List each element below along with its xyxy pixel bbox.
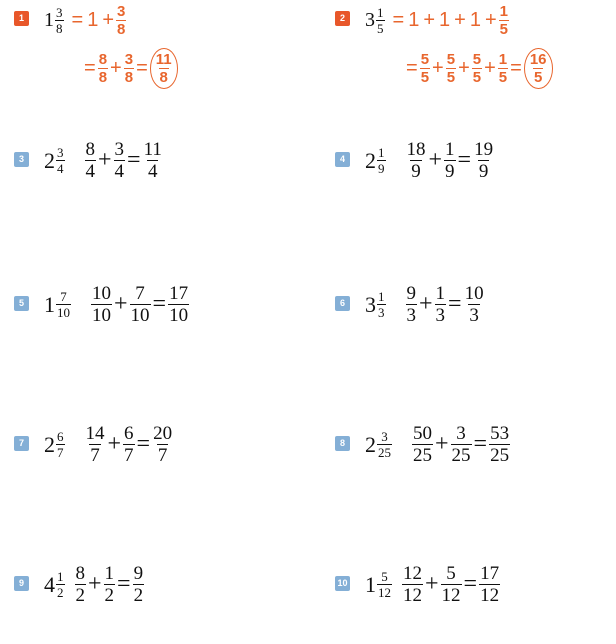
problem-number-badge: 10 [335, 576, 350, 591]
mixed-number: 2 $\frac{1}{9}$ [365, 145, 385, 176]
fraction: $\frac{12}{12}$ [403, 563, 422, 606]
fraction: $\frac{18}{9}$ [406, 139, 426, 182]
mixed-number: 4 $\frac{1}{2}$ [44, 569, 64, 600]
mixed-number: 2 $\frac{3}{25}$ [365, 429, 391, 460]
fraction: $\frac{5}{12}$ [378, 569, 391, 600]
fraction: $\frac{10}{10}$ [92, 283, 111, 326]
fraction: $\frac{50}{25}$ [413, 423, 432, 466]
fraction: $\frac{53}{25}$ [490, 423, 510, 466]
answer-expression: $\frac{8}{2}$ + $\frac{1}{2}$ = $\frac{9}{2}$ [75, 563, 144, 606]
fraction: $\frac{20}{7}$ [153, 423, 173, 466]
fraction: $\frac{1}{9}$ [445, 139, 455, 182]
problem-number-badge: 3 [14, 152, 29, 167]
fraction: $\frac{1}{3}$ [435, 283, 446, 326]
fraction: $\frac{3}{25}$ [451, 423, 471, 466]
fraction: $\frac{19}{9}$ [474, 139, 494, 182]
fraction: $\frac{11}{4}$ [143, 139, 162, 182]
solution-line-2: = $\frac{8}{8}$ + $\frac{3}{8}$ = $\frac{11}{8}$ [82, 48, 178, 89]
fraction: $\frac{9}{3}$ [406, 283, 416, 326]
fraction: $\frac{1}{9}$ [378, 145, 385, 176]
problem-number-badge: 9 [14, 576, 29, 591]
circled-answer: $\frac{16}{5}$ [524, 48, 553, 89]
fraction: $\frac{8}{2}$ [75, 563, 85, 606]
fraction: $\frac{3}{25}$ [378, 429, 391, 460]
solution-line-1: = 1 + 1 + 1 + $\frac{1}{5}$ [392, 3, 508, 38]
mixed-number: 3 $\frac{1}{3}$ [365, 289, 385, 320]
problem-number-badge: 5 [14, 296, 29, 311]
fraction: $\frac{3}{4}$ [57, 145, 64, 176]
problem-number-badge: 7 [14, 436, 29, 451]
answer-expression: $\frac{18}{9}$ + $\frac{1}{9}$ = $\frac{19}{9}$ [406, 139, 494, 182]
answer-expression: $\frac{14}{7}$ + $\frac{6}{7}$ = $\frac{20}{7}$ [85, 423, 173, 466]
answer-expression: $\frac{9}{3}$ + $\frac{1}{3}$ = $\frac{10}{3}$ [406, 283, 484, 326]
mixed-number: 2 $\frac{6}{7}$ [44, 429, 64, 460]
fraction: $\frac{3}{4}$ [114, 139, 125, 182]
mixed-number: 1 $\frac{7}{10}$ [44, 289, 70, 320]
answer-expression: $\frac{12}{12}$ + $\frac{5}{12}$ = $\frac{17}{12}$ [403, 563, 500, 606]
fraction: $\frac{8}{4}$ [85, 139, 95, 182]
fraction: $\frac{1}{2}$ [104, 563, 115, 606]
fraction: $\frac{7}{10}$ [130, 283, 150, 326]
circled-answer: $\frac{11}{8}$ [150, 48, 178, 89]
fraction: $\frac{17}{12}$ [480, 563, 500, 606]
fraction: $\frac{1}{2}$ [57, 569, 64, 600]
problem-number-badge: 1 [14, 11, 29, 26]
answer-expression: $\frac{10}{10}$ + $\frac{7}{10}$ = $\frac{17}{10}$ [92, 283, 189, 326]
fraction: $\frac{7}{10}$ [57, 289, 70, 320]
mixed-number: 1 $\frac{5}{12}$ [365, 569, 391, 600]
mixed-number: 2 $\frac{3}{4}$ [44, 145, 64, 176]
fraction: $\frac{5}{12}$ [441, 563, 461, 606]
fraction: $\frac{10}{3}$ [464, 283, 484, 326]
solution-line-2: = $\frac{5}{5}$ + $\frac{5}{5}$ + $\frac{5}{5}$ + $\frac{1}{5}$ = $\frac{16}{5}$ [404, 48, 553, 89]
mixed-number: 1 $\frac{3}{8}$ [44, 5, 63, 36]
solution-line-1: = 1 + $\frac{3}{8}$ [71, 3, 126, 38]
problem-number-badge: 2 [335, 11, 350, 26]
fraction: $\frac{6}{7}$ [57, 429, 64, 460]
fraction: $\frac{14}{7}$ [85, 423, 105, 466]
problem-number-badge: 6 [335, 296, 350, 311]
fraction: $\frac{9}{2}$ [133, 563, 144, 606]
answer-expression: $\frac{50}{25}$ + $\frac{3}{25}$ = $\frac{53}{25}$ [413, 423, 510, 466]
problem-number-badge: 8 [335, 436, 350, 451]
answer-expression: $\frac{8}{4}$ + $\frac{3}{4}$ = $\frac{11}{4}$ [85, 139, 162, 182]
problem-number-badge: 4 [335, 152, 350, 167]
fraction: $\frac{1}{3}$ [378, 289, 385, 320]
fraction: $\frac{17}{10}$ [169, 283, 189, 326]
mixed-number: 3 $\frac{1}{5}$ [365, 5, 384, 36]
fraction: $\frac{6}{7}$ [124, 423, 134, 466]
